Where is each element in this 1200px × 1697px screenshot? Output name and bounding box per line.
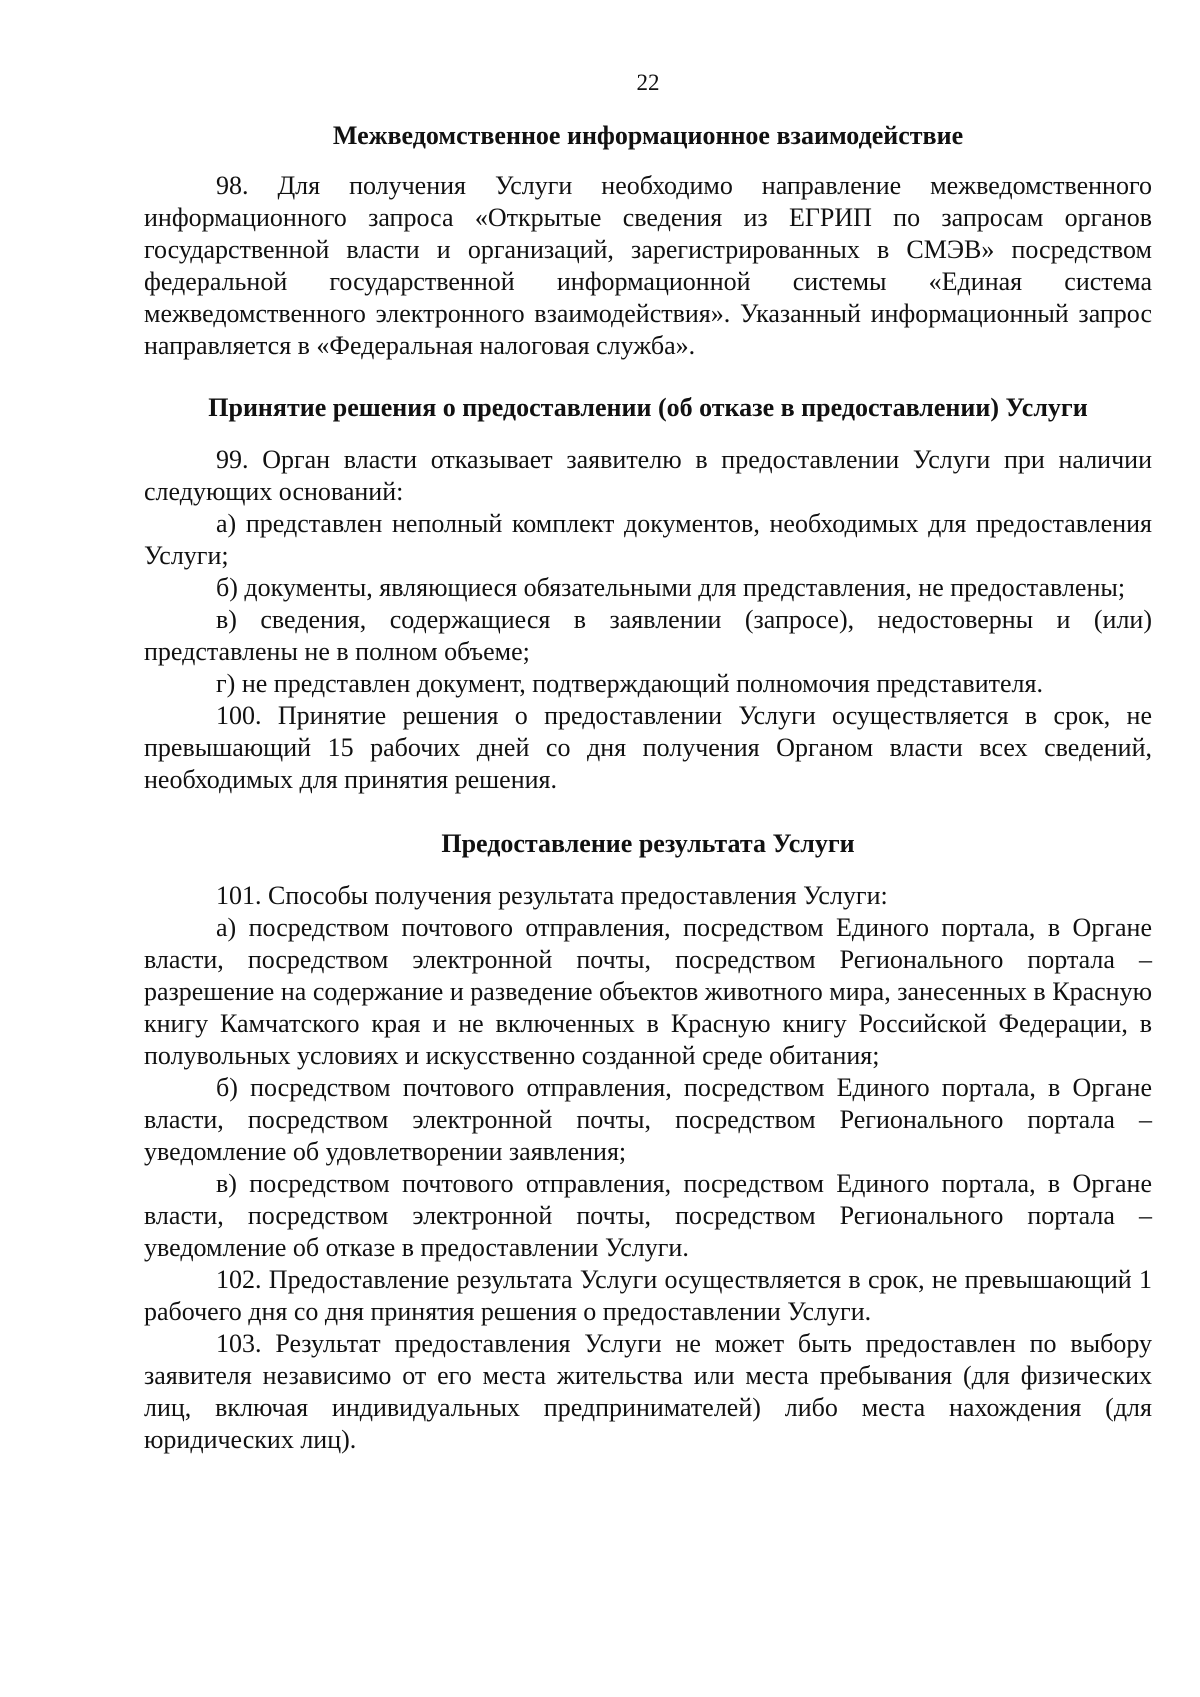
paragraph-100: 100. Принятие решения о предоставлении Услуги осуществляется в срок, не превышающий 15 рабочих дней со дня получения Органом власти всех сведений, необходимых для принятия решения. <box>144 701 1152 794</box>
list-item-g: г) не представлен документ, подтверждающий полномочия представителя. <box>216 669 1043 698</box>
section-heading: Принятие решения о предоставлении (об отказе в предоставлении) Услуги <box>208 393 1088 422</box>
list-item-v: в) посредством почтового отправления, посредством Единого портала, в Органе власти, посредством электронной почты, посредством Регионального портала – уведомление об отказе в предоставлении Услуги. <box>144 1169 1152 1262</box>
paragraph-103: 103. Результат предоставления Услуги не может быть предоставлен по выбору заявителя независимо от его места жительства или места пребывания (для физических лиц, включая индивидуальных предпринимателей) либо места нахождения (для юридических лиц). <box>144 1329 1152 1454</box>
list-item-a: а) посредством почтового отправления, посредством Единого портала, в Органе власти, посредством электронной почты, посредством Регионального портала – разрешение на содержание и разведение объектов животного мира, занесенных в Красную книгу Камчатского края и не включенных в Красную книгу Российской Федерации, в полувольных условиях и искусственно созданной среде обитания; <box>144 913 1152 1070</box>
section-interagency-interaction <box>144 120 1152 362</box>
page-number: 22 <box>636 70 660 95</box>
section-heading: Межведомственное информационное взаимодействие <box>332 121 964 150</box>
paragraph-102: 102. Предоставление результата Услуги осуществляется в срок, не превышающий 1 рабочего дня со дня принятия решения о предоставлении Услуги. <box>144 1265 1152 1326</box>
section-decision <box>144 392 1152 796</box>
paragraph-99: 99. Орган власти отказывает заявителю в предоставлении Услуги при наличии следующих оснований: <box>144 445 1152 506</box>
paragraph-98: 98. Для получения Услуги необходимо направление межведомственного информационного запроса «Открытые сведения из ЕГРИП по запросам органов государственной власти и организаций, зарегистрированных в СМЭВ» посредством федеральной государственной информационной системы «Единая система межведомственного электронного взаимодействия». Указанный информационный запрос направляется в «Федеральная налоговая служба». <box>144 171 1152 360</box>
document-page <box>144 70 1152 1456</box>
list-item-b: б) документы, являющиеся обязательными для представления, не предоставлены; <box>216 573 1126 602</box>
list-item-v: в) сведения, содержащиеся в заявлении (запросе), недостоверны и (или) представлены не в полном объеме; <box>144 605 1152 666</box>
section-result-provision <box>144 828 1152 1456</box>
section-heading: Предоставление результата Услуги <box>441 829 855 858</box>
list-item-b: б) посредством почтового отправления, посредством Единого портала, в Органе власти, посредством электронной почты, посредством Регионального портала – уведомление об удовлетворении заявления; <box>144 1073 1152 1166</box>
list-item-a: а) представлен неполный комплект документов, необходимых для предоставления Услуги; <box>144 509 1152 570</box>
paragraph-101: 101. Способы получения результата предоставления Услуги: <box>216 881 888 910</box>
